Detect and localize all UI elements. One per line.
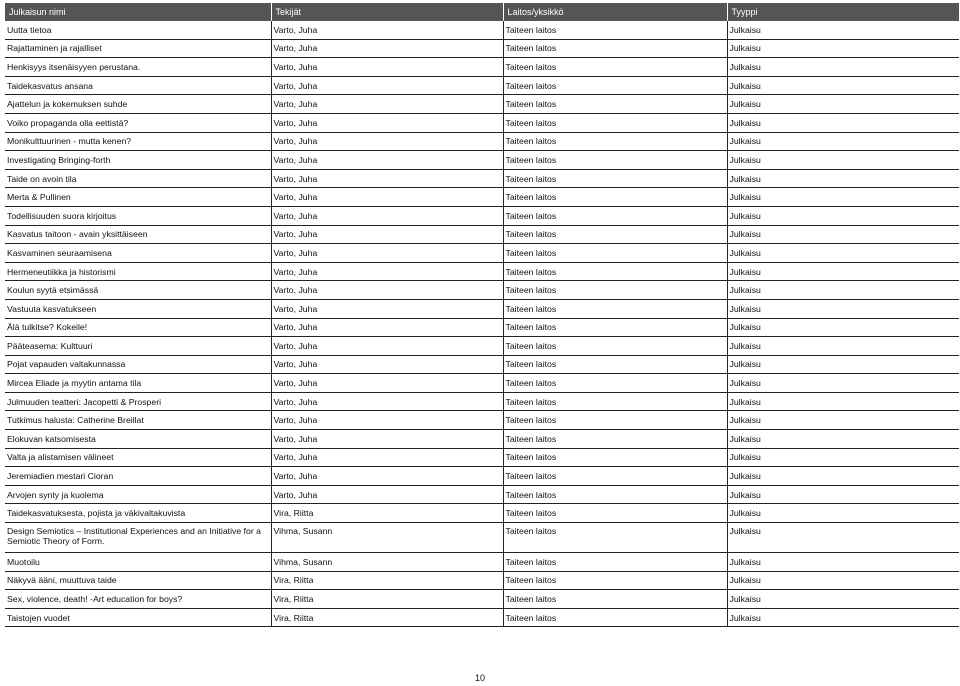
cell-type: Julkaisu xyxy=(727,571,959,590)
table-row xyxy=(5,206,959,225)
cell-department: Taiteen laitos xyxy=(503,430,727,449)
cell-type: Julkaisu xyxy=(727,467,959,486)
cell-department: Taiteen laitos xyxy=(503,411,727,430)
cell-department: Taiteen laitos xyxy=(503,523,727,553)
cell-title: Vastuuta kasvatukseen xyxy=(5,299,271,318)
cell-type: Julkaisu xyxy=(727,58,959,77)
cell-title: Kasvatus taitoon - avain yksittäiseen xyxy=(5,225,271,244)
table-row xyxy=(5,392,959,411)
cell-type: Julkaisu xyxy=(727,504,959,523)
cell-title: Taistojen vuodet xyxy=(5,608,271,627)
cell-department: Taiteen laitos xyxy=(503,169,727,188)
table-row xyxy=(5,337,959,356)
cell-authors: Varto, Juha xyxy=(271,299,503,318)
cell-authors: Varto, Juha xyxy=(271,76,503,95)
cell-type: Julkaisu xyxy=(727,355,959,374)
cell-type: Julkaisu xyxy=(727,206,959,225)
cell-authors: Varto, Juha xyxy=(271,21,503,39)
table-row xyxy=(5,76,959,95)
cell-authors: Varto, Juha xyxy=(271,262,503,281)
cell-authors: Vira, Riitta xyxy=(271,590,503,609)
cell-title: Todellisuuden suora kirjoitus xyxy=(5,206,271,225)
cell-title: Näkyvä ääni, muuttuva taide xyxy=(5,571,271,590)
cell-type: Julkaisu xyxy=(727,225,959,244)
table-row xyxy=(5,39,959,58)
page-number: 10 xyxy=(474,673,485,683)
cell-title: Rajattaminen ja rajalliset xyxy=(5,39,271,58)
cell-authors: Vira, Riitta xyxy=(271,571,503,590)
cell-type: Julkaisu xyxy=(727,132,959,151)
table-row xyxy=(5,430,959,449)
cell-authors: Varto, Juha xyxy=(271,225,503,244)
cell-authors: Varto, Juha xyxy=(271,430,503,449)
cell-type: Julkaisu xyxy=(727,430,959,449)
cell-authors: Varto, Juha xyxy=(271,467,503,486)
cell-department: Taiteen laitos xyxy=(503,448,727,467)
cell-department: Taiteen laitos xyxy=(503,76,727,95)
cell-department: Taiteen laitos xyxy=(503,485,727,504)
cell-type: Julkaisu xyxy=(727,151,959,170)
table-row xyxy=(5,448,959,467)
table-row xyxy=(5,590,959,609)
cell-department: Taiteen laitos xyxy=(503,113,727,132)
cell-department: Taiteen laitos xyxy=(503,590,727,609)
cell-department: Taiteen laitos xyxy=(503,39,727,58)
cell-type: Julkaisu xyxy=(727,299,959,318)
cell-title: Hermeneutiikka ja historismi xyxy=(5,262,271,281)
cell-title: Henkisyys itsenäisyyen perustana. xyxy=(5,58,271,77)
cell-authors: Varto, Juha xyxy=(271,337,503,356)
cell-title: Arvojen synty ja kuolema xyxy=(5,485,271,504)
cell-title: Koulun syytä etsimässä xyxy=(5,281,271,300)
cell-authors: Varto, Juha xyxy=(271,206,503,225)
cell-department: Taiteen laitos xyxy=(503,206,727,225)
table-body xyxy=(5,21,959,627)
cell-type: Julkaisu xyxy=(727,411,959,430)
cell-department: Taiteen laitos xyxy=(503,318,727,337)
cell-type: Julkaisu xyxy=(727,392,959,411)
table-row xyxy=(5,374,959,393)
cell-title: Design Semiotics – Institutional Experiences and an Initiative for a Semiotic Theory of Form. xyxy=(5,523,271,553)
cell-authors: Varto, Juha xyxy=(271,448,503,467)
cell-department: Taiteen laitos xyxy=(503,374,727,393)
cell-department: Taiteen laitos xyxy=(503,151,727,170)
cell-department: Taiteen laitos xyxy=(503,58,727,77)
table-row xyxy=(5,281,959,300)
cell-department: Taiteen laitos xyxy=(503,553,727,572)
table-row xyxy=(5,95,959,114)
publications-table xyxy=(5,3,959,627)
cell-type: Julkaisu xyxy=(727,262,959,281)
cell-department: Taiteen laitos xyxy=(503,95,727,114)
table-row xyxy=(5,225,959,244)
table-row xyxy=(5,608,959,627)
cell-authors: Varto, Juha xyxy=(271,411,503,430)
cell-authors: Varto, Juha xyxy=(271,188,503,207)
cell-type: Julkaisu xyxy=(727,95,959,114)
table-row xyxy=(5,318,959,337)
table-row xyxy=(5,58,959,77)
cell-title: Taidekasvatuksesta, pojista ja väkivaltakuvista xyxy=(5,504,271,523)
header-row xyxy=(5,3,959,21)
cell-type: Julkaisu xyxy=(727,590,959,609)
cell-type: Julkaisu xyxy=(727,374,959,393)
header-authors: Tekijät xyxy=(271,3,503,21)
header-department: Laitos/yksikkö xyxy=(503,3,727,21)
table-row xyxy=(5,523,959,553)
cell-department: Taiteen laitos xyxy=(503,244,727,263)
cell-title: Jeremiadien mestari Cioran xyxy=(5,467,271,486)
cell-department: Taiteen laitos xyxy=(503,21,727,39)
cell-type: Julkaisu xyxy=(727,244,959,263)
table-row xyxy=(5,244,959,263)
cell-type: Julkaisu xyxy=(727,448,959,467)
table-row xyxy=(5,169,959,188)
cell-authors: Varto, Juha xyxy=(271,95,503,114)
table-row xyxy=(5,411,959,430)
cell-title: Valta ja alistamisen välineet xyxy=(5,448,271,467)
cell-authors: Varto, Juha xyxy=(271,113,503,132)
cell-title: Pojat vapauden valtakunnassa xyxy=(5,355,271,374)
cell-authors: Vihma, Susann xyxy=(271,523,503,553)
cell-title: Taide on avoin tila xyxy=(5,169,271,188)
cell-department: Taiteen laitos xyxy=(503,504,727,523)
cell-type: Julkaisu xyxy=(727,281,959,300)
cell-title: Uutta tietoa xyxy=(5,21,271,39)
header-type: Tyyppi xyxy=(727,3,959,21)
cell-title: Voiko propaganda olla eettistä? xyxy=(5,113,271,132)
cell-title: Merta & Pullinen xyxy=(5,188,271,207)
cell-authors: Varto, Juha xyxy=(271,244,503,263)
cell-department: Taiteen laitos xyxy=(503,132,727,151)
cell-type: Julkaisu xyxy=(727,39,959,58)
table-row xyxy=(5,553,959,572)
cell-department: Taiteen laitos xyxy=(503,608,727,627)
cell-authors: Varto, Juha xyxy=(271,58,503,77)
cell-authors: Vira, Riitta xyxy=(271,504,503,523)
cell-type: Julkaisu xyxy=(727,553,959,572)
table-row xyxy=(5,504,959,523)
table-row xyxy=(5,188,959,207)
cell-type: Julkaisu xyxy=(727,188,959,207)
cell-authors: Vihma, Susann xyxy=(271,553,503,572)
cell-title: Tutkimus halusta: Catherine Breillat xyxy=(5,411,271,430)
cell-department: Taiteen laitos xyxy=(503,337,727,356)
cell-type: Julkaisu xyxy=(727,21,959,39)
table-row xyxy=(5,299,959,318)
table-row xyxy=(5,113,959,132)
table-row xyxy=(5,132,959,151)
cell-type: Julkaisu xyxy=(727,113,959,132)
cell-type: Julkaisu xyxy=(727,337,959,356)
cell-title: Sex, violence, death! -Art education for boys? xyxy=(5,590,271,609)
table-row xyxy=(5,571,959,590)
table-row xyxy=(5,262,959,281)
cell-authors: Varto, Juha xyxy=(271,151,503,170)
cell-title: Monikulttuurinen - mutta kenen? xyxy=(5,132,271,151)
cell-authors: Varto, Juha xyxy=(271,318,503,337)
table-header xyxy=(5,3,959,21)
table-row xyxy=(5,151,959,170)
cell-authors: Varto, Juha xyxy=(271,485,503,504)
table-row xyxy=(5,21,959,39)
cell-authors: Varto, Juha xyxy=(271,392,503,411)
cell-title: Pääteasema: Kulttuuri xyxy=(5,337,271,356)
cell-type: Julkaisu xyxy=(727,76,959,95)
cell-authors: Varto, Juha xyxy=(271,39,503,58)
cell-title: Julmuuden teatteri: Jacopetti & Prosperi xyxy=(5,392,271,411)
table-row xyxy=(5,467,959,486)
cell-type: Julkaisu xyxy=(727,608,959,627)
cell-type: Julkaisu xyxy=(727,523,959,553)
cell-type: Julkaisu xyxy=(727,169,959,188)
table-row xyxy=(5,485,959,504)
cell-title: Elokuvan katsomisesta xyxy=(5,430,271,449)
cell-department: Taiteen laitos xyxy=(503,188,727,207)
cell-authors: Varto, Juha xyxy=(271,132,503,151)
cell-title: Muotoilu xyxy=(5,553,271,572)
cell-title: Älä tulkitse? Kokeile! xyxy=(5,318,271,337)
cell-department: Taiteen laitos xyxy=(503,225,727,244)
header-title: Julkaisun nimi xyxy=(5,3,271,21)
cell-authors: Varto, Juha xyxy=(271,374,503,393)
cell-authors: Varto, Juha xyxy=(271,169,503,188)
cell-department: Taiteen laitos xyxy=(503,392,727,411)
cell-department: Taiteen laitos xyxy=(503,281,727,300)
cell-title: Taidekasvatus ansana xyxy=(5,76,271,95)
cell-authors: Vira, Riitta xyxy=(271,608,503,627)
cell-authors: Varto, Juha xyxy=(271,355,503,374)
cell-department: Taiteen laitos xyxy=(503,299,727,318)
cell-title: Kasvaminen seuraamisena xyxy=(5,244,271,263)
table-row xyxy=(5,355,959,374)
cell-title: Ajattelun ja kokemuksen suhde xyxy=(5,95,271,114)
cell-title: Mircea Eliade ja myytin antama tila xyxy=(5,374,271,393)
cell-type: Julkaisu xyxy=(727,485,959,504)
cell-department: Taiteen laitos xyxy=(503,467,727,486)
cell-type: Julkaisu xyxy=(727,318,959,337)
cell-department: Taiteen laitos xyxy=(503,355,727,374)
cell-department: Taiteen laitos xyxy=(503,571,727,590)
cell-authors: Varto, Juha xyxy=(271,281,503,300)
cell-department: Taiteen laitos xyxy=(503,262,727,281)
cell-title: Investigating Bringing-forth xyxy=(5,151,271,170)
